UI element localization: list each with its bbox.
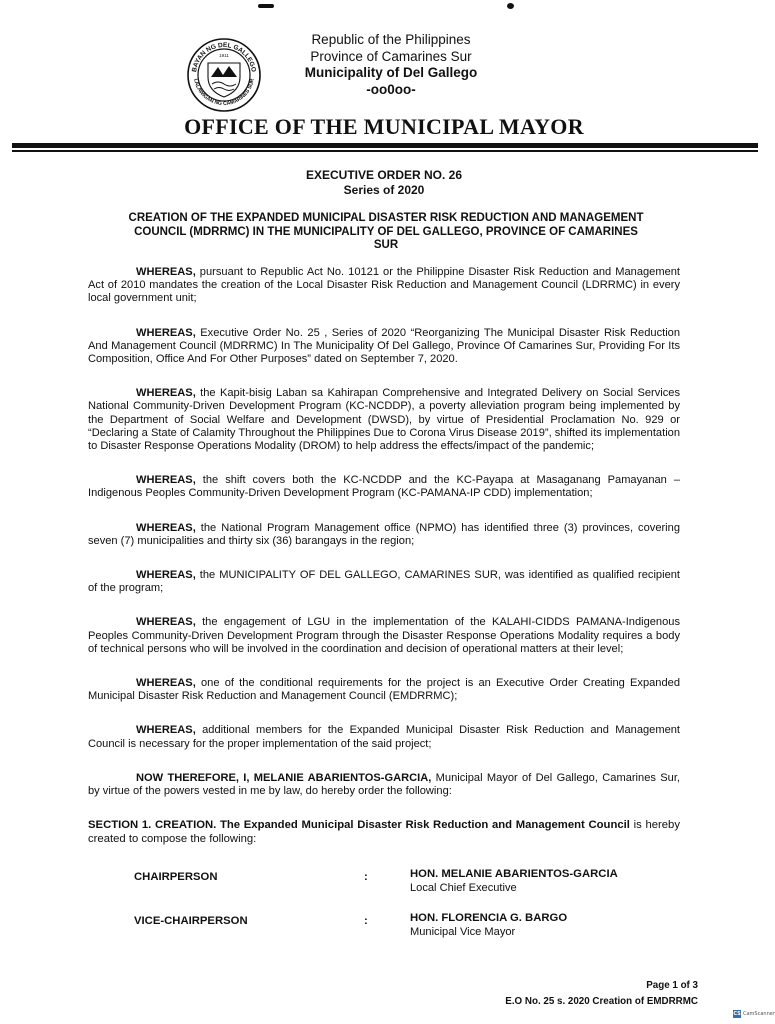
order-series: Series of 2020 [343, 183, 425, 197]
clause-text: Municipal Mayor of Del Gallego, Camarines Sur, by virtue of the powers vested in me by law, do hereby order the following: [88, 771, 680, 798]
clause-text: the MUNICIPALITY OF DEL GALLEGO, CAMARINES SUR, was identified as qualified recipient of the program; [88, 569, 680, 595]
header-rule [12, 143, 758, 148]
seal-bottom-text: LALAWIGAN NG CAMARINES SUR [192, 78, 256, 108]
whereas-clause [88, 724, 680, 750]
clause-lead: NOW THEREFORE, I, MELANIE ABARIENTOS-GARCIA, [136, 771, 432, 784]
municipality-line: Municipality of Del Gallego [304, 65, 478, 80]
footer-reference: E.O No. 25 s. 2020 Creation of EMDRRMC [505, 996, 698, 1007]
camscanner-icon: CS [733, 1011, 741, 1017]
clause-lead: WHEREAS, [136, 474, 196, 487]
whereas-clause [88, 327, 680, 367]
header-rule-thin [12, 150, 758, 152]
seal-year: 1911 [219, 53, 229, 58]
letterhead-divider: -oo0oo- [366, 81, 416, 97]
municipal-seal [186, 37, 262, 113]
officer-colon: : [364, 915, 368, 928]
scan-mark [507, 3, 514, 9]
officer-name: HON. MELANIE ABARIENTOS-GARCIA [410, 868, 618, 881]
clause-lead: WHEREAS, [136, 569, 196, 582]
scanner-label: CamScanner [743, 1011, 775, 1017]
clause-text: one of the conditional requirements for the project is an Executive Order Creating Expanded Municipal Disaster Risk Reduction and Management Council (EMDRRMC); [88, 677, 680, 703]
country-line: Republic of the Philippines [311, 32, 471, 47]
whereas-clause [88, 569, 680, 595]
office-title: OFFICE OF THE MUNICIPAL MAYOR [184, 114, 584, 139]
order-number-block [0, 168, 768, 198]
officer-title: Local Chief Executive [410, 882, 517, 895]
seal-top-text: BAYAN NG DEL GALLEGO [191, 41, 257, 73]
clause-lead: WHEREAS, [136, 724, 196, 737]
officer-role: VICE-CHAIRPERSON [134, 915, 248, 928]
clause-text: the engagement of LGU in the implementation of the KALAHI-CIDDS PAMANA-Indigenous Peoples Community-Driven Development Program through the Disaster Response Operations Modality requires a body of technical persons who will be involved in the coordination and decision of operational matters at their level; [88, 616, 680, 655]
whereas-clause [88, 522, 680, 548]
whereas-clause [88, 266, 680, 306]
officer-role: CHAIRPERSON [134, 871, 218, 884]
officer-row [88, 912, 680, 959]
clause-lead: WHEREAS, [136, 677, 196, 690]
letterhead [296, 32, 486, 98]
page-footer [505, 978, 698, 1010]
clause-text: pursuant to Republic Act No. 10121 or the Philippine Disaster Risk Reduction and Management Act of 2010 mandates the creation of the Local Disaster Risk Reduction and Management Council (LDRRMC) in every local government unit; [88, 266, 680, 305]
section-text: is hereby created to compose the following: [88, 819, 680, 845]
page-number: Page 1 of 3 [646, 980, 698, 991]
whereas-clause [88, 677, 680, 703]
seal-graphic [186, 37, 262, 113]
scanner-watermark [733, 1010, 775, 1018]
now-therefore-clause [88, 772, 680, 798]
clause-text: Executive Order No. 25 , Series of 2020 “Reorganizing The Municipal Disaster Risk Reduction And Management Council (MDRRMC) In The Municipality Of Del Gallego, Province Of Camarines Sur, Providing For Its Composition, Office And For Other Purposes” dated on September 7, 2020. [88, 326, 680, 366]
section-lead: SECTION 1. CREATION. The Expanded Municipal Disaster Risk Reduction and Management Council [88, 819, 630, 832]
order-title-line: SUR [373, 239, 399, 251]
clause-lead: WHEREAS, [136, 326, 196, 339]
clause-text: the shift covers both the KC-NCDDP and the KC-Payapa at Masaganang Pamayanan – Indigenous Peoples Community-Driven Development Program (KC-PAMANA-IP CDD) implementation; [88, 474, 680, 500]
order-body [88, 266, 680, 959]
officer-name: HON. FLORENCIA G. BARGO [410, 912, 568, 925]
whereas-clause [88, 474, 680, 500]
whereas-clause [88, 387, 680, 453]
province-line: Province of Camarines Sur [310, 48, 472, 64]
officer-colon: : [364, 871, 368, 884]
clause-text: additional members for the Expanded Municipal Disaster Risk Reduction and Management Council is necessary for the proper implementation of the said project; [88, 724, 680, 750]
order-title-line: CREATION OF THE EXPANDED MUNICIPAL DISASTER RISK REDUCTION AND MANAGEMENT [128, 212, 644, 224]
order-number: EXECUTIVE ORDER NO. 26 [305, 168, 463, 182]
clause-text: the Kapit-bisig Laban sa Kahirapan Comprehensive and Integrated Delivery on Social Services National Community-Driven Development Program (KC-NCDDP), a poverty alleviation program being implemented by the Department of Social Welfare and Development (DWSD), by virtue of Presidential Proclamation No. 929 or “Declaring a State of Calamity Throughout the Philippines Due to Corona Virus Disease 2019”, shifted its implementation to Disaster Response Operations Modality (DROM) to help address the effects/impact of the pandemic; [88, 387, 680, 453]
scan-mark [258, 4, 274, 8]
officer-row [88, 868, 680, 915]
section-1-heading [88, 819, 680, 846]
officer-title: Municipal Vice Mayor [410, 926, 516, 939]
order-title [90, 212, 682, 253]
clause-text: the National Program Management office (NPMO) has identified three (3) provinces, covering seven (7) municipalities and thirty six (36) barangays in the region; [88, 521, 680, 547]
clause-lead: WHEREAS, [136, 521, 196, 534]
clause-lead: WHEREAS, [136, 266, 196, 278]
clause-lead: WHEREAS, [136, 387, 196, 400]
clause-lead: WHEREAS, [136, 616, 196, 629]
order-title-line: COUNCIL (MDRRMC) IN THE MUNICIPALITY OF DEL GALLEGO, PROVINCE OF CAMARINES [134, 225, 638, 238]
whereas-clause [88, 616, 680, 656]
